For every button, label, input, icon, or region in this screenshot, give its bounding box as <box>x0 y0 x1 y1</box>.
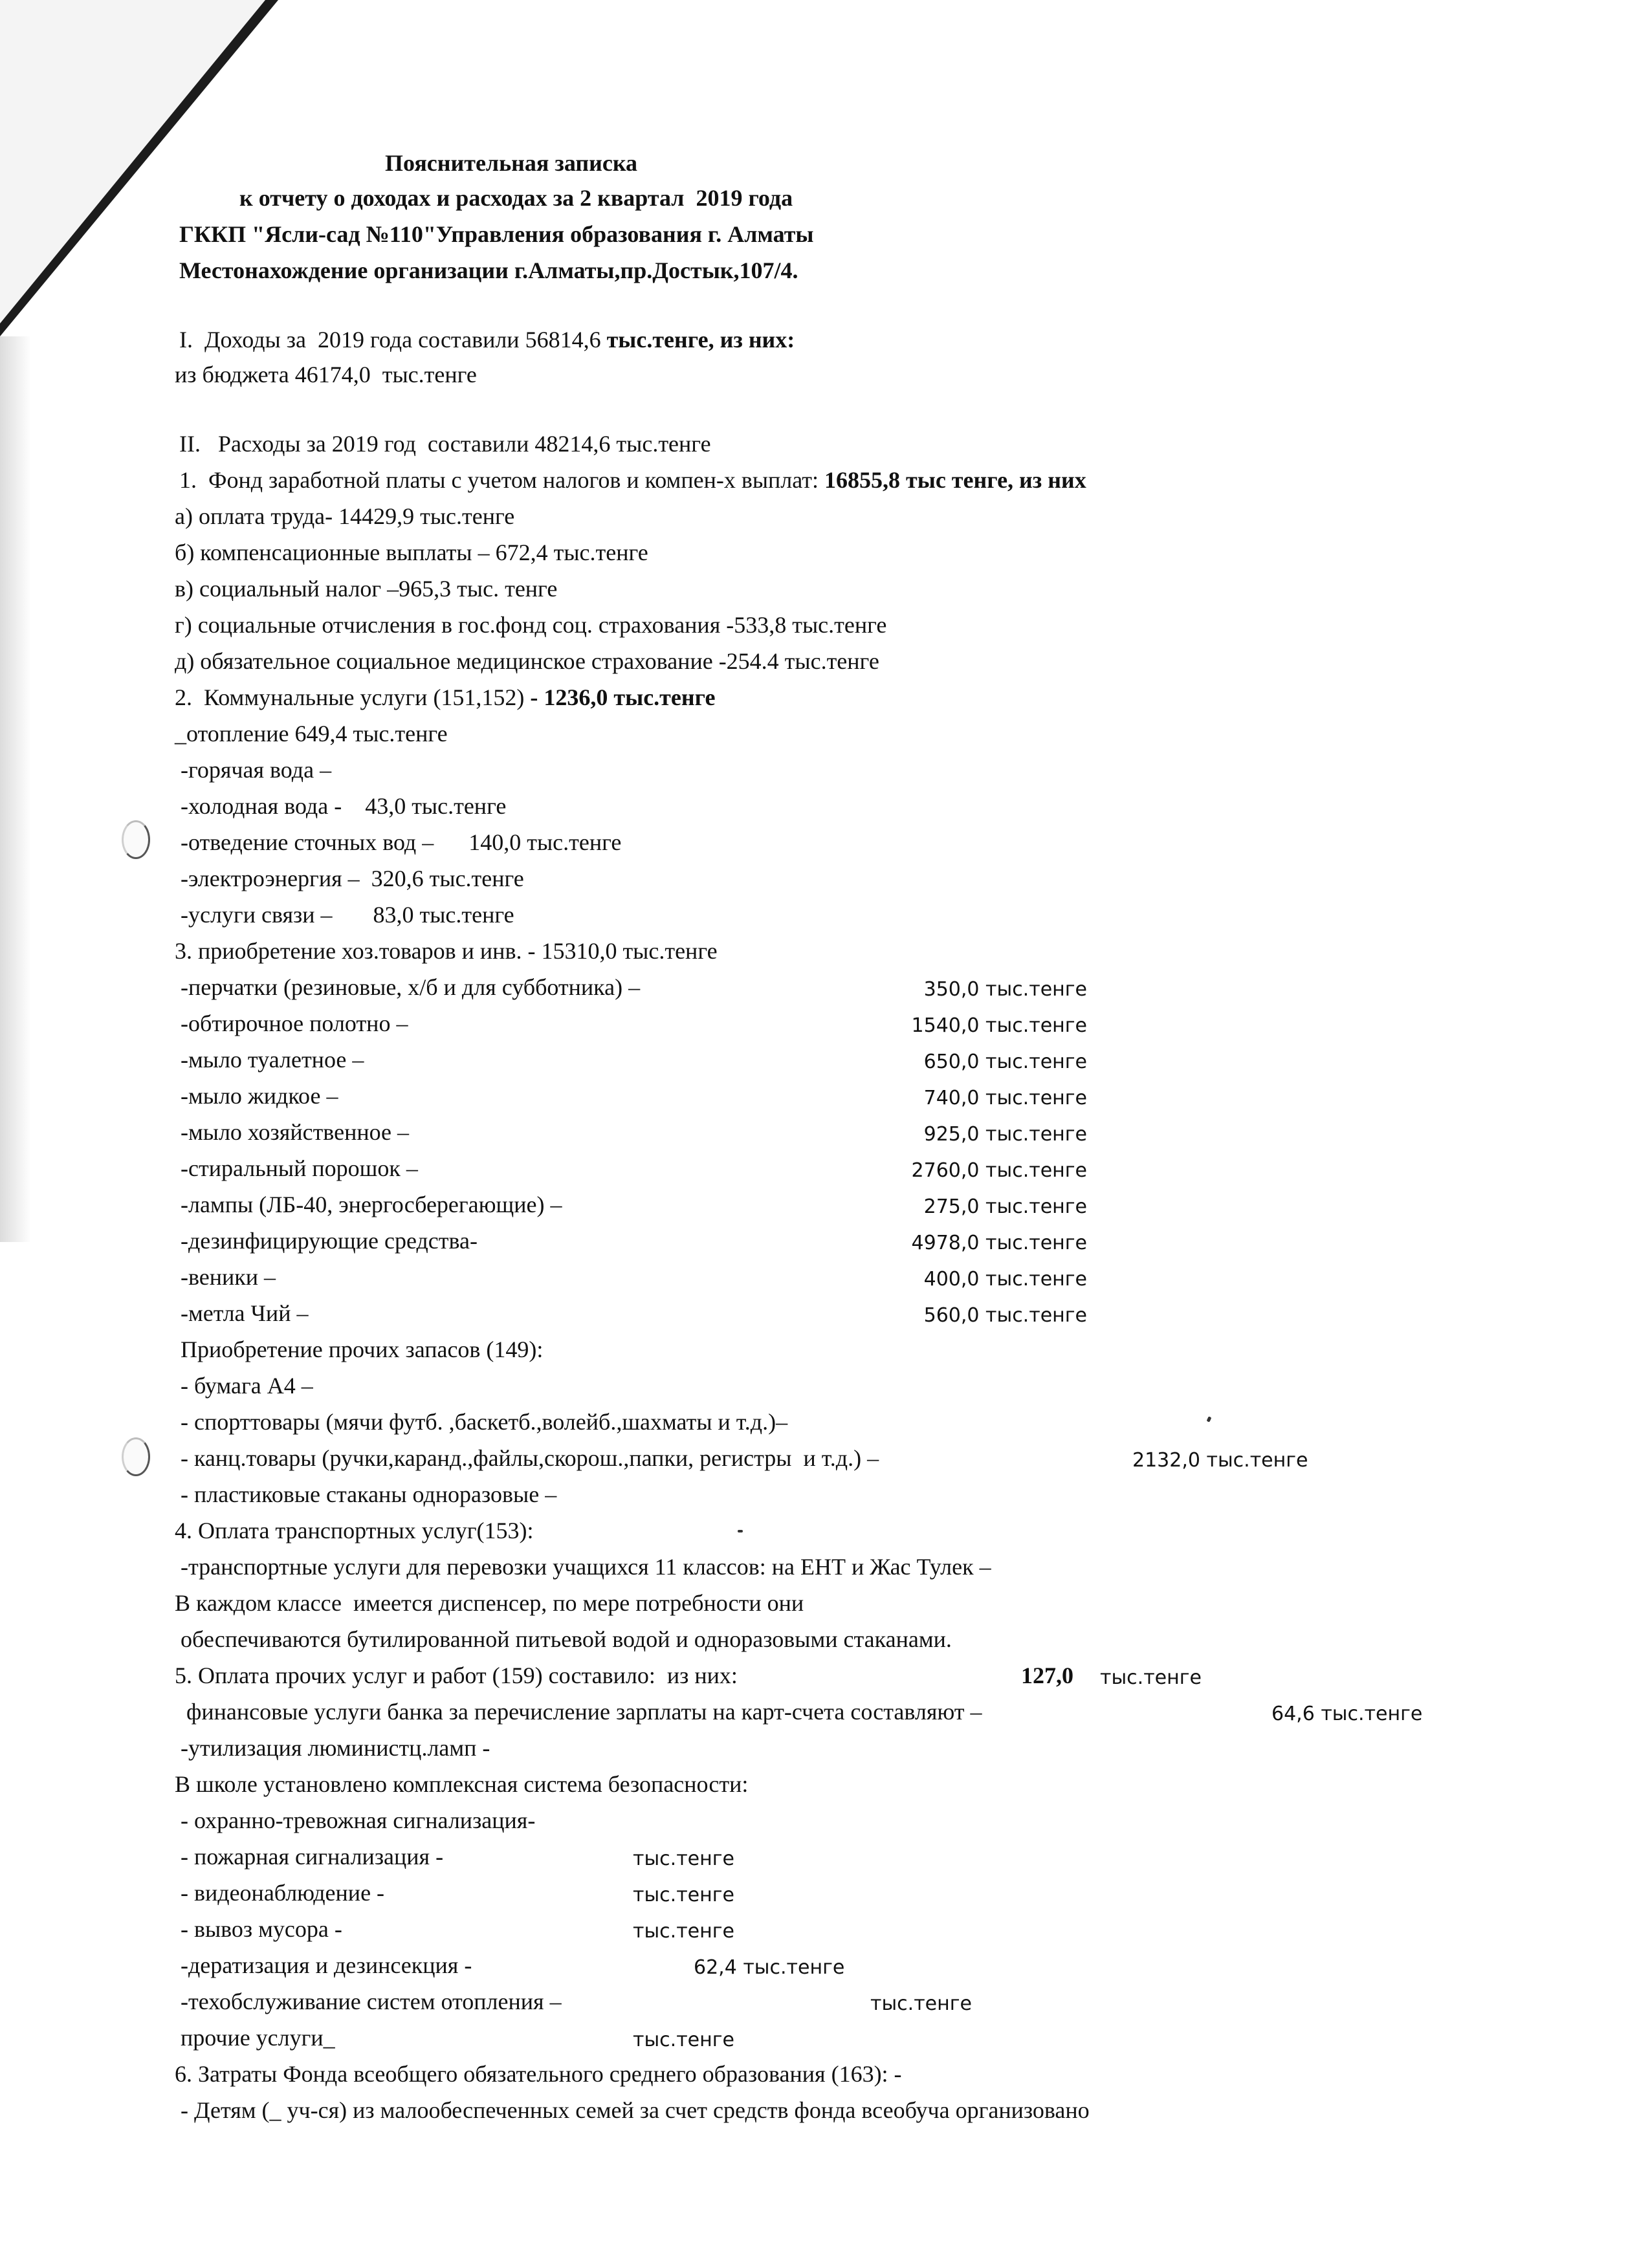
other-supplies-item: - пластиковые стаканы одноразовые – <box>175 1481 557 1507</box>
household-item-label: -веники – <box>175 1264 276 1290</box>
punch-hole-icon <box>122 1437 150 1476</box>
payroll-item: б) компенсационные выплаты – 672,4 тыс.тенге <box>175 540 648 565</box>
payroll-item: г) социальные отчисления в гос.фонд соц. страхования -533,8 тыс.тенге <box>175 612 887 638</box>
other-services-unit: тыс.тенге <box>1100 1666 1202 1689</box>
income-total: I. Доходы за 2019 года составили 56814,6 <box>179 327 607 353</box>
security-title: В школе установлено комплексная система безопасности: <box>175 1771 749 1797</box>
security-unit: тыс.тенге <box>633 1884 734 1906</box>
household-item-amount: 1540,0 тыс.тенге <box>911 1014 1087 1037</box>
utilities-item: -электроэнергия – 320,6 тыс.тенге <box>175 866 524 891</box>
security-unit: тыс.тенге <box>870 1992 972 2015</box>
transport-note: В каждом классе имеется диспенсер, по мере потребности они <box>175 1590 804 1616</box>
income-line <box>179 327 795 353</box>
utilities-item: -холодная вода - 43,0 тыс.тенге <box>175 793 507 819</box>
other-services-total: 127,0 <box>1021 1663 1073 1688</box>
security-item: - пожарная сигнализация - <box>175 1844 444 1870</box>
household-item-label: -перчатки (резиновые, х/б и для субботника) – <box>175 974 641 1000</box>
household-item-label: -дезинфицирующие средства- <box>175 1228 478 1254</box>
household-item-amount: 560,0 тыс.тенге <box>923 1304 1087 1327</box>
security-item: - охранно-тревожная сигнализация- <box>175 1807 536 1833</box>
security-item: -техобслуживание систем отопления – <box>175 1989 562 2014</box>
household-item-amount: 275,0 тыс.тенге <box>923 1195 1087 1218</box>
household-item-label: -метла Чий – <box>175 1300 309 1326</box>
bank-services-amount: 64,6 тыс.тенге <box>1271 1703 1423 1725</box>
utilities-item: _отопление 649,4 тыс.тенге <box>175 721 448 747</box>
payroll-item: д) обязательное социальное медицинское страхование -254.4 тыс.тенге <box>175 648 879 674</box>
security-item: - видеонаблюдение - <box>175 1880 385 1906</box>
security-item: -дератизация и дезинсекция - <box>175 1952 472 1978</box>
security-unit: тыс.тенге <box>633 1920 734 1943</box>
payroll-total: 16855,8 тыс тенге, из них <box>824 467 1086 493</box>
punch-hole-icon <box>122 820 150 859</box>
utilities-label: 2. Коммунальные услуги (151,152) <box>175 684 531 710</box>
scan-edge-shade <box>0 336 31 1242</box>
payroll-line <box>179 467 1086 493</box>
household-item-amount: 2760,0 тыс.тенге <box>911 1159 1087 1182</box>
household-item-amount: 650,0 тыс.тенге <box>923 1051 1087 1073</box>
security-unit: тыс.тенге <box>633 1848 734 1870</box>
other-supplies-item: - спорттовары (мячи футб. ,баскетб.,волейб.,шахматы и т.д.)– <box>175 1409 788 1435</box>
payroll-item: в) социальный налог –965,3 тыс. тенге <box>175 576 558 602</box>
transport-note: обеспечиваются бутилированной питьевой водой и одноразовыми стаканами. <box>175 1626 952 1652</box>
payroll-label: 1. Фонд заработной платы с учетом налогов и компен-х выплат: <box>179 467 825 493</box>
utilities-item: -отведение сточных вод – 140,0 тыс.тенге <box>175 829 622 855</box>
document-subtitle: к отчету о доходах и расходах за 2 квартал 2019 года <box>239 185 793 211</box>
utilities-item: -услуги связи – 83,0 тыс.тенге <box>175 902 514 928</box>
other-supplies-item: - бумага А4 – <box>175 1373 313 1399</box>
fund-title: 6. Затраты Фонда всеобщего обязательного среднего образования (163): - <box>175 2061 902 2087</box>
utilities-line <box>175 684 715 710</box>
other-supplies-title: Приобретение прочих запасов (149): <box>175 1336 544 1362</box>
other-services-title: 5. Оплата прочих услуг и работ (159) составило: из них: <box>175 1663 738 1688</box>
document-title: Пояснительная записка <box>385 150 638 176</box>
scan-speck <box>738 1530 743 1532</box>
income-budget: из бюджета 46174,0 тыс.тенге <box>175 362 477 387</box>
transport-item: -транспортные услуги для перевозки учащихся 11 классов: на ЕНТ и Жас Тулек – <box>175 1554 991 1580</box>
transport-title: 4. Оплата транспортных услуг(153): <box>175 1518 534 1543</box>
household-item-amount: 740,0 тыс.тенге <box>923 1087 1087 1109</box>
household-item-amount: 350,0 тыс.тенге <box>923 978 1087 1001</box>
bank-services-label: финансовые услуги банка за перечисление зарплаты на карт-счета составляют – <box>175 1699 982 1725</box>
household-item-amount: 4978,0 тыс.тенге <box>911 1232 1087 1254</box>
stationery-amount: 2132,0 тыс.тенге <box>1132 1449 1308 1472</box>
household-item-label: -обтирочное полотно – <box>175 1010 408 1036</box>
household-item-label: -мыло хозяйственное – <box>175 1119 410 1145</box>
household-item-amount: 925,0 тыс.тенге <box>923 1123 1087 1146</box>
other-supplies-item: - канц.товары (ручки,каранд.,файлы,скорош.,папки, регистры и т.д.) – <box>175 1445 879 1471</box>
deratization-amount: 62,4 тыс.тенге <box>694 1956 845 1979</box>
household-item-label: -мыло жидкое – <box>175 1083 338 1109</box>
payroll-item: а) оплата труда- 14429,9 тыс.тенге <box>175 503 515 529</box>
income-unit: тыс.тенге, из них: <box>606 327 795 353</box>
household-item-amount: 400,0 тыс.тенге <box>923 1268 1087 1291</box>
security-item: прочие услуги_ <box>175 2025 335 2051</box>
utilities-total: - 1236,0 тыс.тенге <box>530 684 716 710</box>
household-item-label: -лампы (ЛБ-40, энергосберегающие) – <box>175 1192 562 1217</box>
expenses-title: II. Расходы за 2019 год составили 48214,6 тыс.тенге <box>179 431 711 457</box>
household-item-label: -мыло туалетное – <box>175 1047 364 1073</box>
organization-address: Местонахождение организации г.Алматы,пр.Достык,107/4. <box>179 257 798 283</box>
organization-name: ГККП "Ясли-сад №110"Управления образования г. Алматы <box>179 221 814 247</box>
household-item-label: -стиральный порошок – <box>175 1155 418 1181</box>
utilities-item: -горячая вода – <box>175 757 332 783</box>
security-item: - вывоз мусора - <box>175 1916 342 1942</box>
household-title: 3. приобретение хоз.товаров и инв. - 15310,0 тыс.тенге <box>175 938 718 964</box>
fund-line: - Детям (_ уч-ся) из малообеспеченных семей за счет средств фонда всеобуча организовано <box>175 2097 1090 2123</box>
scan-speck <box>1207 1416 1212 1422</box>
lamps-disposal: -утилизация люминистц.ламп - <box>175 1735 490 1761</box>
security-unit: тыс.тенге <box>633 2029 734 2051</box>
